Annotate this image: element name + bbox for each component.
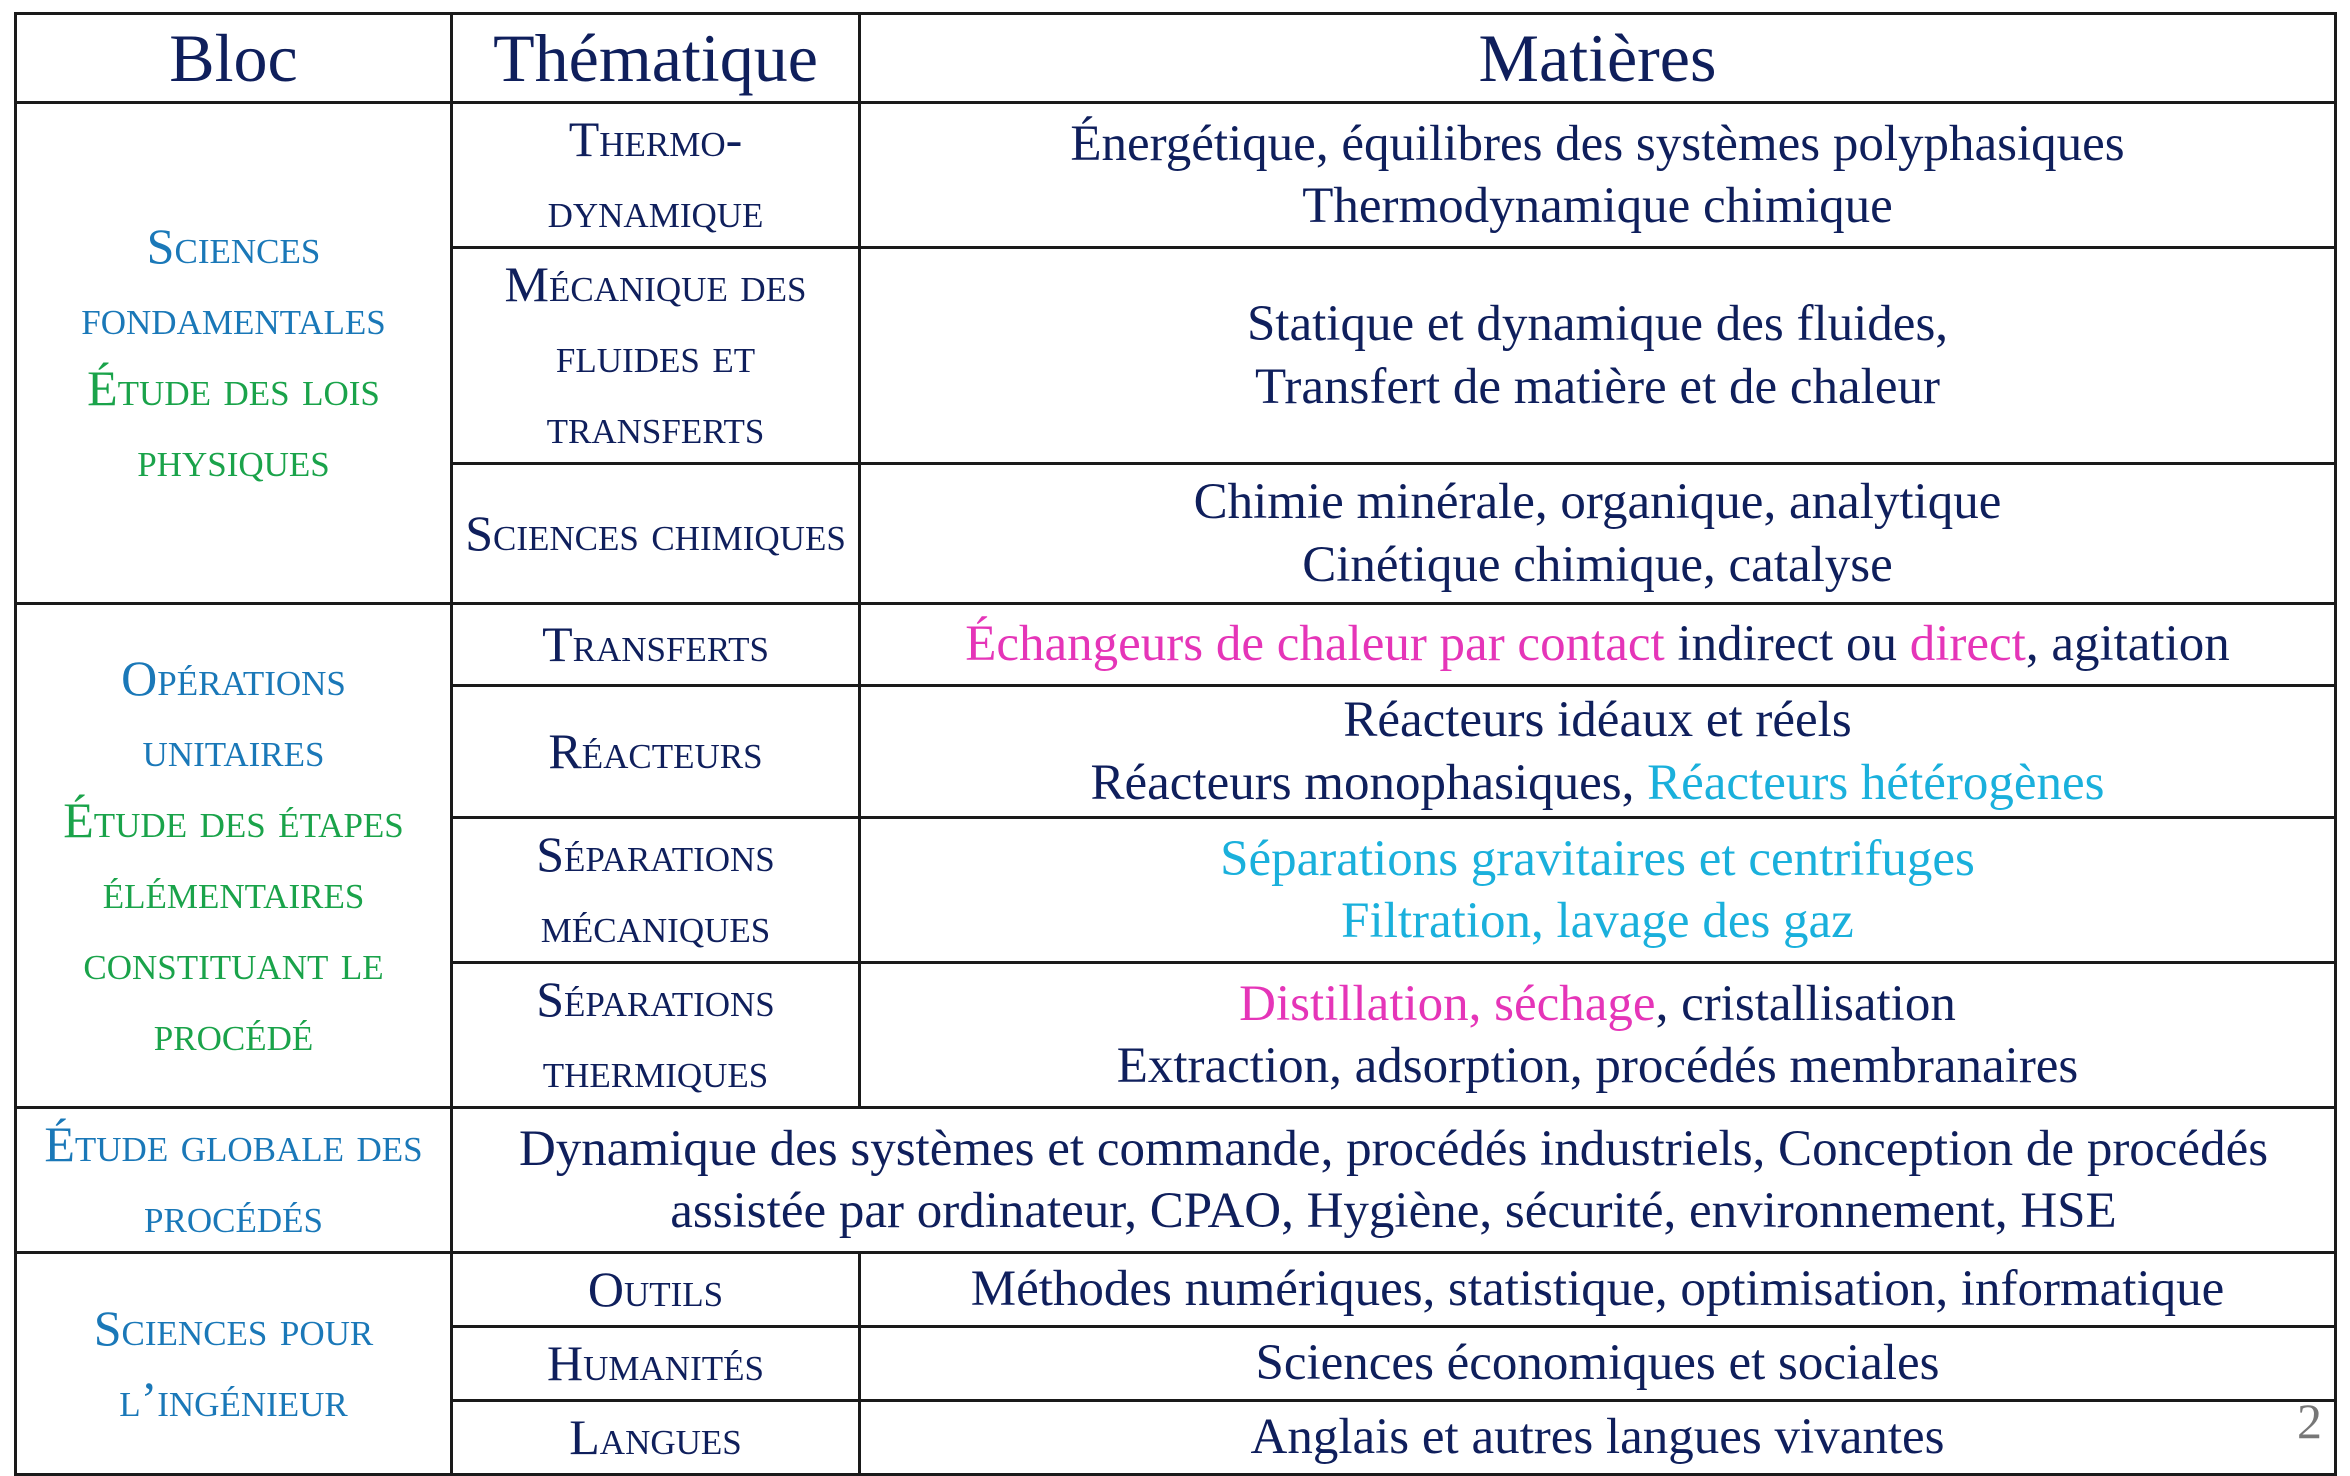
thematique-outils: Outils <box>452 1253 860 1327</box>
matieres-septherm <box>860 963 2336 1108</box>
matiere-line <box>871 752 2324 814</box>
header-row <box>16 14 2336 103</box>
matiere-line: Énergétique, équilibres des systèmes polyphasiques <box>1070 115 2125 172</box>
matieres-globale: Dynamique des systèmes et commande, procédés industriels, Conception de procédés assistée par ordinateur, CPAO, Hygiène, sécurité, environnement, HSE <box>452 1108 2336 1253</box>
thematique-septherm: Séparations thermiques <box>452 963 860 1108</box>
matiere-text: , agitation <box>2025 616 2230 673</box>
header-bloc: Bloc <box>16 14 452 103</box>
matiere-line: Séparations gravitaires et centrifuges <box>1220 830 1975 887</box>
matieres-humanites: Sciences économiques et sociales <box>860 1327 2336 1401</box>
thematique-chim: Sciences chimiques <box>452 464 860 604</box>
thematique-sepmeca: Séparations mécaniques <box>452 818 860 963</box>
matiere-highlight: Échangeurs de chaleur par contact <box>965 616 1665 673</box>
page-number: 2 <box>2297 1393 2322 1449</box>
matiere-line: Thermodynamique chimique <box>1302 178 1893 234</box>
matieres-transferts <box>860 604 2336 686</box>
table-row <box>16 1108 2336 1253</box>
bloc-subtitle: Étude des lois physiques <box>87 360 380 487</box>
matiere-text: indirect ou <box>1664 616 1910 673</box>
matiere-line: Réacteurs idéaux et réels <box>1343 692 1852 749</box>
thematique-meca: Mécanique des fluides et transferts <box>452 248 860 464</box>
matieres-thermo <box>860 103 2336 248</box>
thematique-transferts: Transferts <box>452 604 860 686</box>
matiere-line: Chimie minérale, organique, analytique <box>1193 474 2002 531</box>
header-thematique: Thématique <box>452 14 860 103</box>
matiere-line: Transfert de matière et de chaleur <box>1255 358 1940 415</box>
matiere-line <box>871 973 2324 1035</box>
matieres-reacteurs <box>860 686 2336 818</box>
matieres-outils: Méthodes numériques, statistique, optimisation, informatique <box>860 1253 2336 1327</box>
bloc-etude-globale: Étude globale des procédés <box>16 1108 452 1253</box>
bloc-operations-unitaires <box>16 604 452 1108</box>
matieres-meca <box>860 248 2336 464</box>
header-matieres: Matières <box>860 14 2336 103</box>
thematique-humanites: Humanités <box>452 1327 860 1401</box>
bloc-title: Sciences fondamentales <box>81 218 386 345</box>
matieres-langues: Anglais et autres langues vivantes <box>860 1401 2336 1475</box>
thematique-reacteurs: Réacteurs <box>452 686 860 818</box>
matiere-text: Réacteurs monophasiques, <box>1090 754 1648 811</box>
matieres-chim <box>860 464 2336 604</box>
curriculum-table <box>14 12 2337 1476</box>
matiere-highlight: Réacteurs hétérogènes <box>1647 754 2105 811</box>
matieres-sepmeca <box>860 818 2336 963</box>
matiere-line: Extraction, adsorption, procédés membranaires <box>1116 1038 2079 1094</box>
bloc-subtitle: Étude des étapes élémentaires constituant le procédé <box>63 791 404 1061</box>
matiere-line: Filtration, lavage des gaz <box>1341 893 1854 949</box>
thematique-thermo: Thermo-dynamique <box>452 103 860 248</box>
matiere-line: Statique et dynamique des fluides, <box>1246 296 1949 353</box>
matiere-highlight: direct <box>1909 616 2026 673</box>
bloc-sciences-ingenieur: Sciences pour l’ingénieur <box>16 1253 452 1475</box>
table-row <box>16 103 2336 248</box>
thematique-langues: Langues <box>452 1401 860 1475</box>
table-row <box>16 604 2336 686</box>
matiere-text: , cristallisation <box>1655 975 1956 1032</box>
table-row <box>16 1253 2336 1327</box>
matiere-highlight: Distillation, séchage <box>1239 975 1656 1032</box>
matiere-line: Cinétique chimique, catalyse <box>1302 536 1893 593</box>
bloc-sciences-fondamentales <box>16 103 452 604</box>
bloc-title: Opérations unitaires <box>121 649 346 777</box>
